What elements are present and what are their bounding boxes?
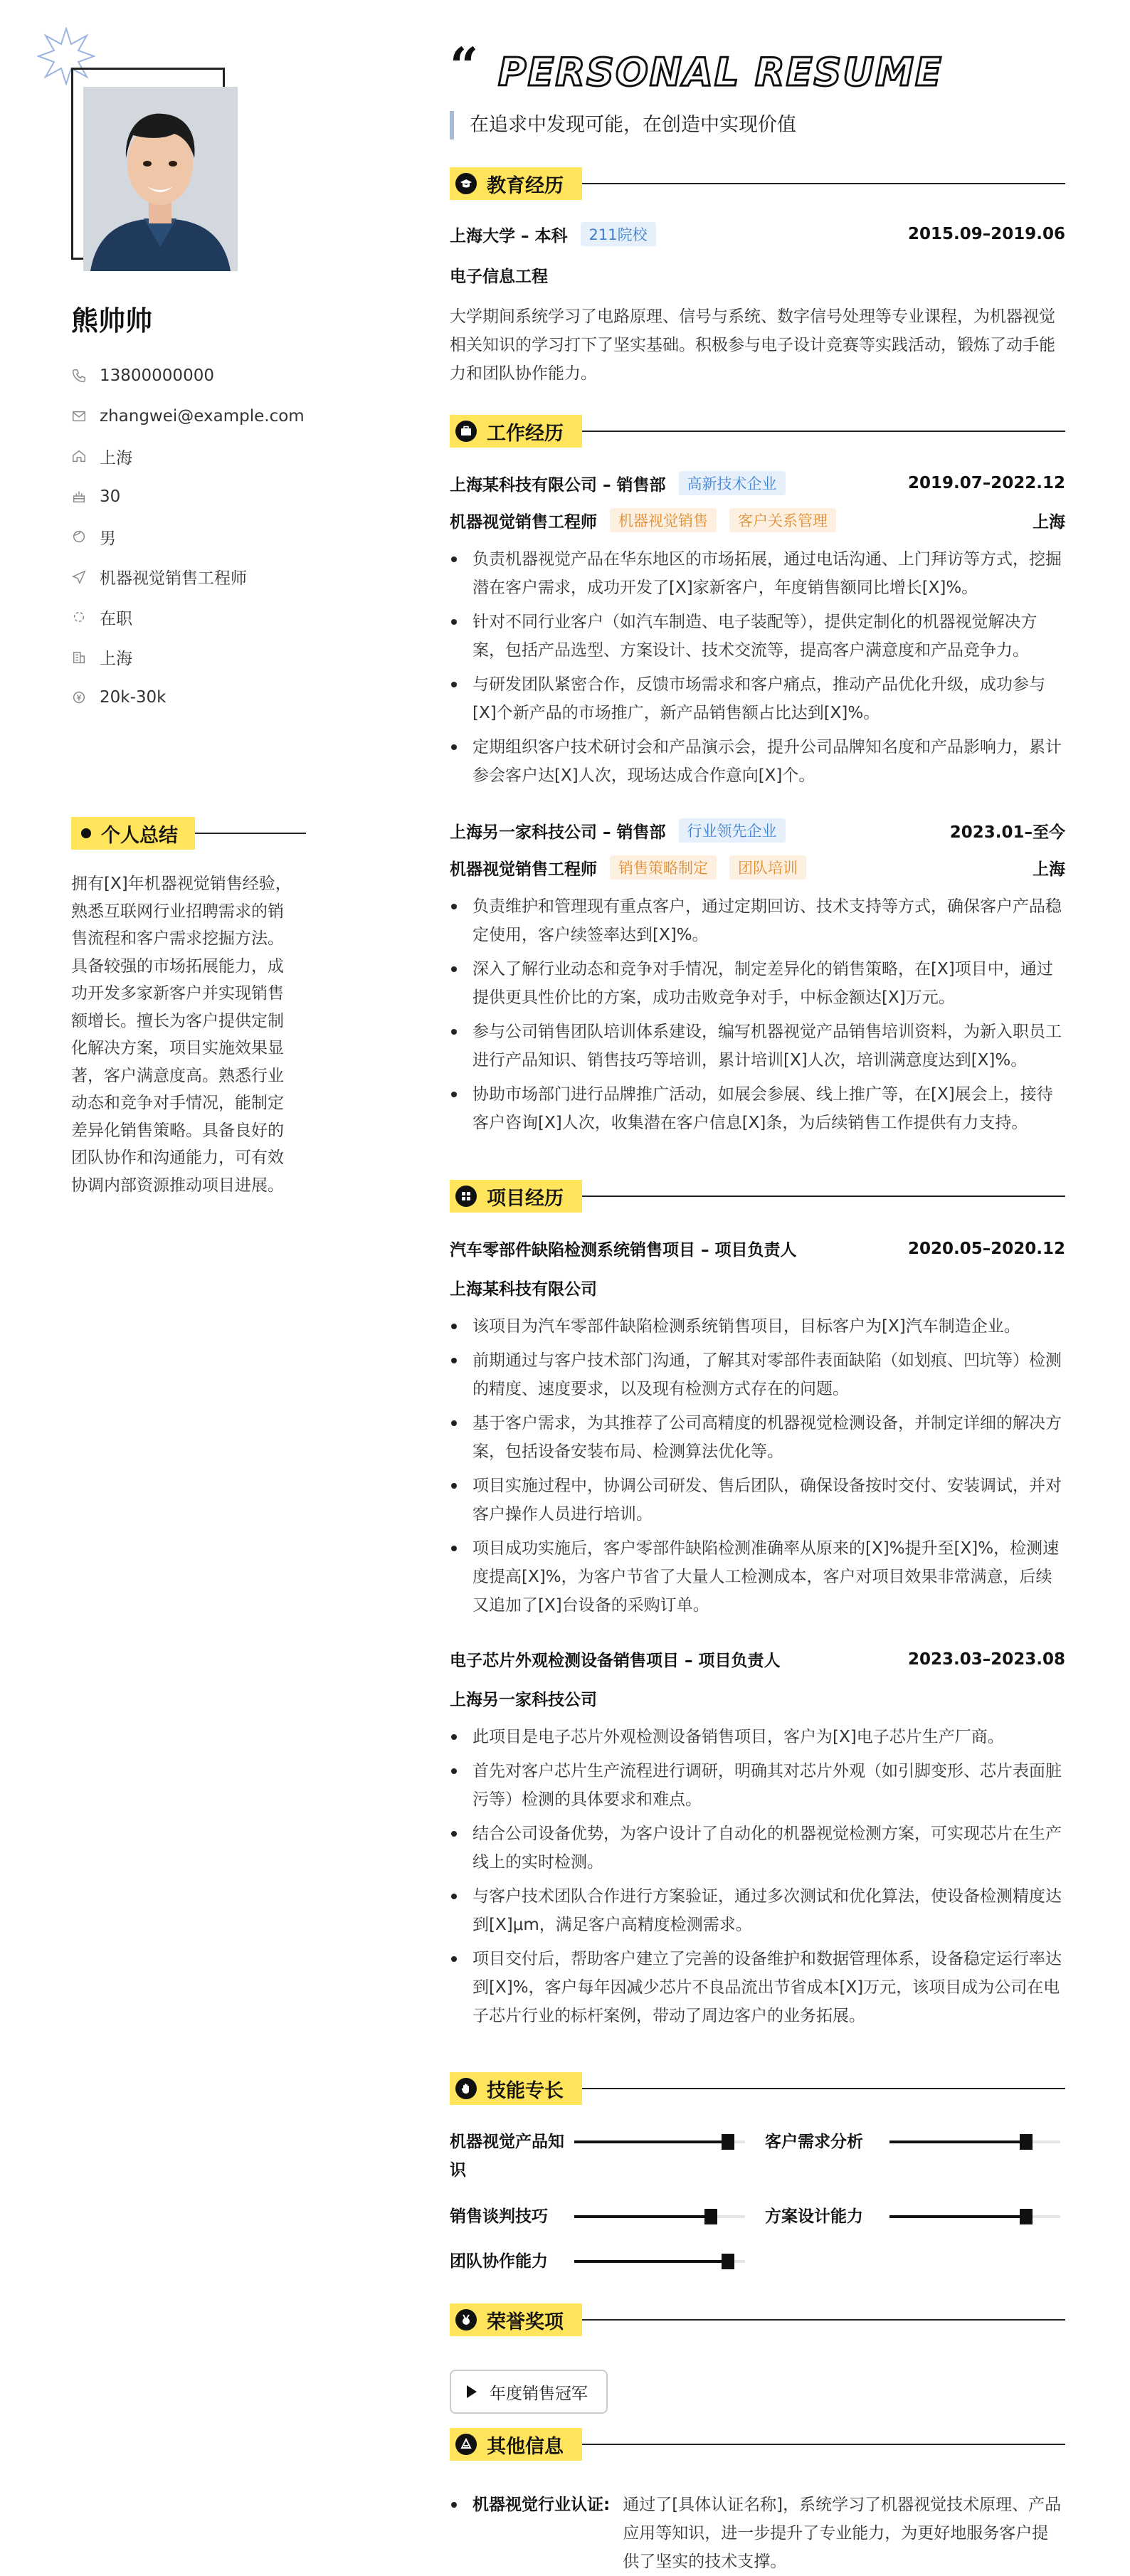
- education-desc: 大学期间系统学习了电路原理、信号与系统、数字信号处理等专业课程，为机器视觉相关知识的学习打下了坚实基础。积极参与电子设计竞赛等实践活动，锻炼了动手能力和团队协作能力。: [450, 307, 1055, 383]
- mail-icon: [71, 408, 87, 424]
- section-divider: [195, 833, 306, 834]
- location-text: 上海: [100, 448, 132, 468]
- project-company-row: [450, 1686, 1065, 1710]
- education-period: 2015.09–2019.06: [907, 225, 1065, 243]
- contact-info-list: [71, 356, 342, 718]
- other-value: 通过了[具体认证名称]，系统学习了机器视觉技术原理、产品应用等知识，进一步提升了专业能力，为更好地服务客户提供了坚实的技术支撑。: [623, 2496, 1062, 2571]
- play-icon: [467, 2385, 477, 2398]
- candidate-name: 熊帅帅: [71, 305, 153, 337]
- list-item: 前期通过与客户技术部门沟通，了解其对零部件表面缺陷（如划痕、凹坑等）检测的精度、速度要求，以及现有检测方式存在的问题。: [450, 1346, 1065, 1403]
- other-info: [450, 2491, 1065, 2576]
- section-divider: [582, 2088, 1065, 2089]
- education-major-row: [450, 263, 1065, 287]
- work-header-row: [450, 471, 1065, 495]
- gender-text: 男: [100, 529, 116, 548]
- project-name: 电子芯片外观检测设备销售项目 – 项目负责人: [450, 1652, 781, 1670]
- project-name: 汽车零部件缺陷检测系统销售项目 – 项目负责人: [450, 1241, 797, 1260]
- education-header-row: [450, 222, 1065, 246]
- work-period: 2019.07–2022.12: [907, 474, 1065, 492]
- education-section-header: [450, 167, 1065, 200]
- education-title: 教育经历: [487, 174, 564, 197]
- skill-name: 机器视觉产品知识: [450, 2133, 564, 2180]
- skill-bar: [574, 2215, 745, 2218]
- summary-text: 拥有[X]年机器视觉销售经验，熟悉互联网行业招聘需求的销售流程和客户需求挖掘方法。具备较强的市场拓展能力，成功开发多家新客户并实现销售额增长。擅长为客户提供定制化解决方案，项目实施效果显著，客户满意度高。熟悉行业动态和竞争对手情况，能制定差异化销售策略。具备良好的团队协作和沟通能力，可有效协调内部资源推动项目进展。: [71, 875, 292, 1195]
- project-item: [450, 1647, 1065, 2036]
- bullet-dot-icon: [81, 828, 91, 838]
- project-header-row: [450, 1647, 1065, 1671]
- work-bullets: [450, 545, 1065, 790]
- project-header-row: [450, 1237, 1065, 1260]
- education-block: [450, 222, 1065, 388]
- list-item: 负责维护和管理现有重点客户，通过定期回访、技术支持等方式，确保客户产品稳定使用，客户续签率达到[X]%。: [450, 892, 1065, 949]
- info-location: [71, 436, 342, 477]
- work-item: [450, 471, 1065, 796]
- skills-title: 技能专长: [487, 2079, 564, 2102]
- job-target-text: 机器视觉销售工程师: [100, 569, 247, 588]
- info-status: [71, 597, 342, 638]
- skill-fill: [889, 2215, 1026, 2218]
- skill-name: 团队协作能力: [450, 2252, 548, 2271]
- other-key: 机器视觉行业认证:: [472, 2496, 611, 2514]
- skill-item: [765, 2128, 1060, 2156]
- project-company-row: [450, 1276, 1065, 1299]
- list-item: 结合公司设备优势，为客户设计了自动化的机器视觉检测方案，可实现芯片在生产线上的实时检测。: [450, 1820, 1065, 1876]
- other-section-header: [450, 2428, 1065, 2461]
- project-period: 2020.05–2020.12: [907, 1239, 1065, 1258]
- status-text: 在职: [100, 609, 132, 628]
- coin-icon: [71, 690, 87, 705]
- skill-bar: [574, 2260, 745, 2263]
- section-divider: [582, 2444, 1065, 2445]
- company-tag: 行业领先企业: [679, 818, 786, 843]
- skill-fill: [574, 2260, 728, 2263]
- target-city-text: 上海: [100, 650, 132, 669]
- role-name: 机器视觉销售工程师: [450, 860, 597, 879]
- work-city: 上海: [1033, 860, 1065, 879]
- projects-title: 项目经历: [487, 1187, 564, 1210]
- education-title-label: [450, 167, 582, 200]
- skill-item: [765, 2202, 1060, 2231]
- honors-title: 荣誉奖项: [487, 2311, 564, 2333]
- major: 电子信息工程: [450, 268, 548, 286]
- skill-fill: [574, 2140, 728, 2143]
- graduation-cap-icon: [455, 173, 477, 194]
- work-role-row: [450, 855, 1065, 880]
- skill-name: 客户需求分析: [765, 2133, 863, 2151]
- school-tag: 211院校: [581, 222, 656, 246]
- role-tag: 机器视觉销售: [610, 508, 717, 532]
- project-period: 2023.03–2023.08: [907, 1649, 1065, 1669]
- info-job-target: [71, 557, 342, 598]
- project-bullets: [450, 1723, 1065, 2030]
- work-bullets: [450, 892, 1065, 1137]
- list-item: 与研发团队紧密合作，反馈市场需求和客户痛点，推动产品优化升级，成功参与[X]个新产品的市场推广，新产品销售额占比达到[X]%。: [450, 670, 1065, 727]
- resume-title: PERSONAL RESUME: [498, 50, 943, 95]
- section-divider: [582, 2319, 1065, 2321]
- skill-item: [450, 2202, 745, 2231]
- email-text: zhangwei@example.com: [100, 406, 305, 426]
- skill-knob: [722, 2254, 734, 2269]
- section-divider: [582, 431, 1065, 432]
- list-item: 该项目为汽车零部件缺陷检测系统销售项目，目标客户为[X]汽车制造企业。: [450, 1312, 1065, 1341]
- project-company: 上海某科技有限公司: [450, 1280, 597, 1299]
- slogan: 在追求中发现可能，在创造中实现价值: [450, 111, 796, 139]
- work-header-row: [450, 818, 1065, 843]
- info-salary: [71, 677, 342, 718]
- summary-section-header: [71, 817, 306, 850]
- projects-section-header: [450, 1180, 1065, 1213]
- project-company: 上海另一家科技公司: [450, 1691, 597, 1709]
- building-icon: [71, 650, 87, 665]
- work-period: 2023.01–至今: [949, 823, 1065, 842]
- list-item: 项目交付后，帮助客户建立了完善的设备维护和数据管理体系，设备稳定运行率达到[X]%，客户每年因减少芯片不良品流出节省成本[X]万元，该项目成为公司在电子芯片行业的标杆案例，带动了周边客户的业务拓展。: [450, 1945, 1065, 2030]
- grid-icon: [455, 1186, 477, 1207]
- section-divider: [582, 1195, 1065, 1197]
- work-item: [450, 818, 1065, 1143]
- info-target-city: [71, 638, 342, 678]
- person-icon: [71, 529, 87, 544]
- briefcase-icon: [455, 421, 477, 442]
- list-item: 项目成功实施后，客户零部件缺陷检测准确率从原来的[X]%提升至[X]%，检测速度提高[X]%，为客户节省了大量人工检测成本，客户对项目效果非常满意，后续又追加了[X]台设备的采购订单。: [450, 1534, 1065, 1620]
- company-tag: 高新技术企业: [679, 471, 786, 495]
- status-icon: [71, 609, 87, 625]
- school-name: 上海大学 – 本科: [450, 226, 568, 246]
- skill-fill: [889, 2140, 1026, 2143]
- work-section-header: [450, 415, 1065, 448]
- skill-knob: [1020, 2209, 1033, 2224]
- salary-text: 20k-30k: [100, 688, 167, 707]
- work-role-row: [450, 508, 1065, 532]
- projects-title-label: [450, 1180, 582, 1213]
- work-city: 上海: [1033, 512, 1065, 532]
- skill-knob: [704, 2209, 717, 2224]
- age-text: 30: [100, 487, 121, 506]
- role-tag: 销售策略制定: [610, 855, 717, 880]
- quote-mark: “: [450, 36, 479, 95]
- skill-bar: [574, 2140, 745, 2143]
- company-name: 上海另一家科技公司 – 销售部: [450, 823, 666, 842]
- list-item: [450, 2491, 1065, 2576]
- list-item: 深入了解行业动态和竞争对手情况，制定差异化的销售策略，在[X]项目中，通过提供更具性价比的方案，成功击败竞争对手，中标金额达[X]万元。: [450, 955, 1065, 1012]
- award-chip: [450, 2370, 608, 2414]
- medal-icon: [455, 2309, 477, 2330]
- other-title-label: [450, 2428, 582, 2461]
- skills-title-label: [450, 2072, 582, 2105]
- summary-title: 个人总结: [101, 824, 178, 847]
- left-column: [0, 0, 356, 2569]
- skill-item: [450, 2247, 745, 2276]
- list-item: 首先对客户芯片生产流程进行调研，明确其对芯片外观（如引脚变形、芯片表面脏污等）检测的具体要求和难点。: [450, 1757, 1065, 1814]
- info-age: [71, 477, 342, 517]
- list-item: 定期组织客户技术研讨会和产品演示会，提升公司品牌知名度和产品影响力，累计参会客户达[X]人次，现场达成合作意向[X]个。: [450, 733, 1065, 790]
- work-title-label: [450, 415, 582, 448]
- skill-knob: [1020, 2134, 1033, 2150]
- home-icon: [71, 448, 87, 464]
- list-item: 协助市场部门进行品牌推广活动，如展会参展、线上推广等，在[X]展会上，接待客户咨询[X]人次，收集潜在客户信息[X]条，为后续销售工作提供有力支持。: [450, 1080, 1065, 1137]
- info-icon: [455, 2434, 477, 2455]
- skill-bar: [889, 2215, 1060, 2218]
- award-label: 年度销售冠军: [490, 2384, 588, 2403]
- info-phone: [71, 356, 342, 396]
- send-icon: [71, 569, 87, 585]
- skill-name: 方案设计能力: [765, 2207, 863, 2226]
- avatar: [83, 87, 238, 271]
- hand-icon: [455, 2078, 477, 2099]
- list-item: 此项目是电子芯片外观检测设备销售项目，客户为[X]电子芯片生产厂商。: [450, 1723, 1065, 1751]
- list-item: 基于客户需求，为其推荐了公司高精度的机器视觉检测设备，并制定详细的解决方案，包括设备安装布局、检测算法优化等。: [450, 1409, 1065, 1466]
- list-item: 针对不同行业客户（如汽车制造、电子装配等），提供定制化的机器视觉解决方案，包括产品选型、方案设计、技术交流等，提高客户满意度和产品竞争力。: [450, 608, 1065, 665]
- skill-knob: [722, 2134, 734, 2150]
- info-gender: [71, 517, 342, 557]
- skills-section-header: [450, 2072, 1065, 2105]
- project-bullets: [450, 1312, 1065, 1620]
- role-name: 机器视觉销售工程师: [450, 512, 597, 532]
- honors-section-header: [450, 2303, 1065, 2336]
- list-item: 与客户技术团队合作进行方案验证，通过多次测试和优化算法，使设备检测精度达到[X]μm，满足客户高精度检测需求。: [450, 1882, 1065, 1939]
- phone-text: 13800000000: [100, 366, 214, 386]
- skill-item: [450, 2128, 745, 2185]
- role-tag: 团队培训: [729, 855, 806, 880]
- cake-icon: [71, 489, 87, 505]
- company-name: 上海某科技有限公司 – 销售部: [450, 475, 666, 495]
- other-title: 其他信息: [487, 2435, 564, 2458]
- honors-title-label: [450, 2303, 582, 2336]
- phone-icon: [71, 368, 87, 384]
- project-item: [450, 1237, 1065, 1625]
- section-divider: [582, 183, 1065, 184]
- role-tag: 客户关系管理: [729, 508, 836, 532]
- list-item: 项目实施过程中，协调公司研发、售后团队，确保设备按时交付、安装调试，并对客户操作人员进行培训。: [450, 1472, 1065, 1529]
- skill-name: 销售谈判技巧: [450, 2207, 548, 2226]
- skill-fill: [574, 2215, 711, 2218]
- summary-title-label: [71, 817, 195, 850]
- list-item: 负责机器视觉产品在华东地区的市场拓展，通过电话沟通、上门拜访等方式，挖掘潜在客户需求，成功开发了[X]家新客户，年度销售额同比增长[X]%。: [450, 545, 1065, 602]
- list-item: 参与公司销售团队培训体系建设，编写机器视觉产品销售培训资料，为新入职员工进行产品知识、销售技巧等培训，累计培训[X]人次，培训满意度达到[X]%。: [450, 1018, 1065, 1075]
- work-title: 工作经历: [487, 422, 564, 445]
- info-email: [71, 396, 342, 437]
- skill-bar: [889, 2140, 1060, 2143]
